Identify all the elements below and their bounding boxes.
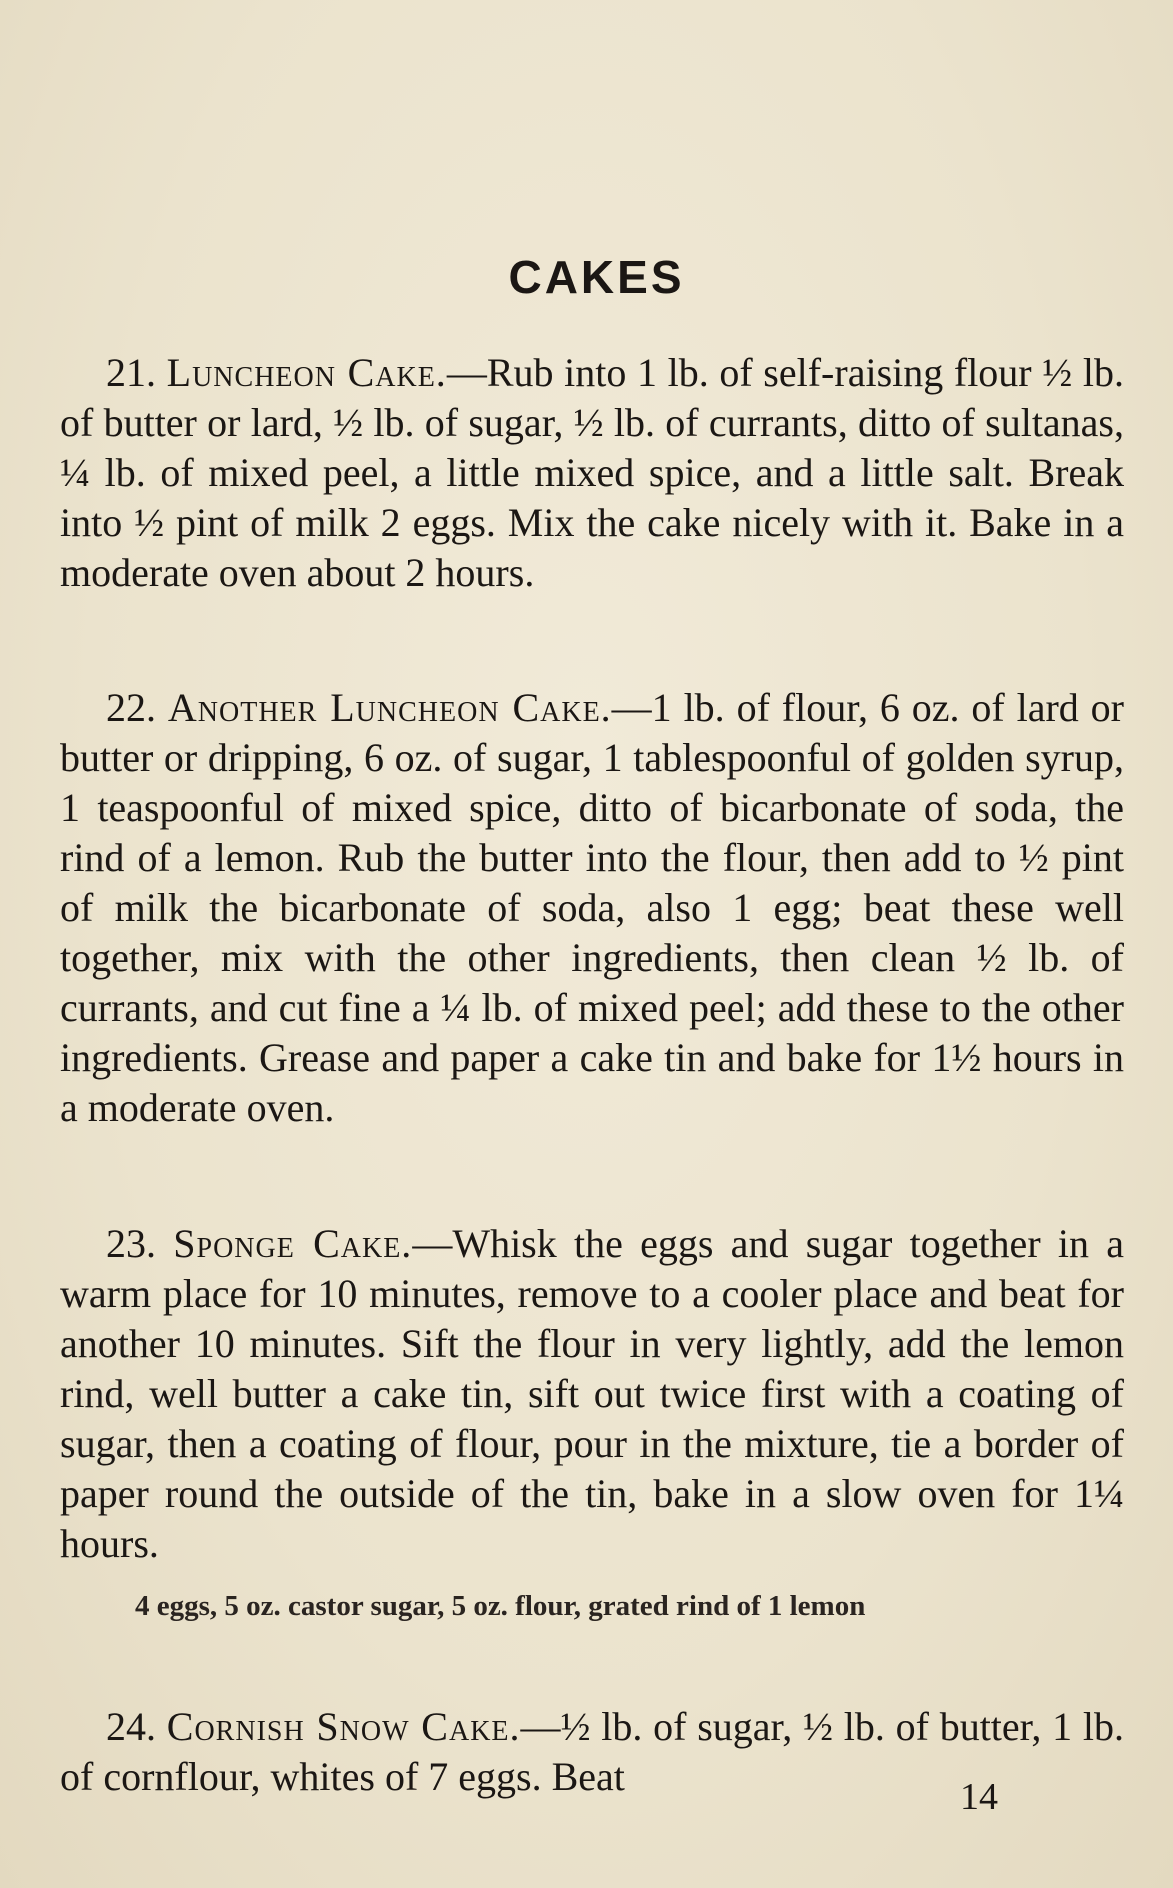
recipe-23-ingredients: 4 eggs, 5 oz. castor sugar, 5 oz. flour, grated rind of 1 lemon — [135, 1590, 866, 1622]
recipe-number: 21. — [106, 350, 156, 395]
recipe-number: 22. — [106, 685, 156, 730]
recipe-name: Cornish Snow Cake. — [166, 1704, 521, 1749]
recipe-body: —1 lb. of flour, 6 oz. of lard or butter or dripping, 6 oz. of sugar, 1 tablespoonful of golden syrup, 1 teaspoonful of mixed spice, ditto of bicarbonate of soda, the rind of a lemon. Rub the butter into the flour, then add to ½ pint of milk the bicarbonate of soda, also 1 egg; beat these well together, mix with the other ingredients, then clean ½ lb. of currants, and cut fine a ¼ lb. of mixed peel; add these to the other ingredients. Grease and paper a cake tin and bake for 1½ hours in a moderate oven. — [60, 685, 1124, 1130]
recipe-body: —Rub into 1 lb. of self-raising flour ½ lb. of butter or lard, ½ lb. of sugar, ½ lb. of currants, ditto of sultanas, ¼ lb. of mixed peel, a little mixed spice, and a little salt. Break into ½ pint of milk 2 eggs. Mix the cake nicely with it. Bake in a moderate oven about 2 hours. — [60, 350, 1124, 595]
page-title: CAKES — [508, 250, 685, 303]
recipe-body: —Whisk the eggs and sugar together in a warm place for 10 minutes, remove to a cooler place and beat for another 10 minutes. Sift the flour in very lightly, add the lemon rind, well butter a cake tin, sift out twice first with a coating of sugar, then a coating of flour, pour in the mixture, tie a border of paper round the outside of the tin, bake in a slow oven for 1¼ hours. — [60, 1221, 1124, 1566]
recipe-23 — [60, 1219, 1124, 1569]
recipe-22 — [60, 683, 1124, 1133]
recipe-number: 23. — [106, 1221, 156, 1266]
recipe-number: 24. — [106, 1704, 156, 1749]
recipe-21 — [60, 348, 1124, 598]
recipe-name: Another Luncheon Cake. — [167, 685, 612, 730]
recipe-name: Luncheon Cake. — [166, 350, 447, 395]
page-number: 14 — [960, 1776, 998, 1818]
recipe-name: Sponge Cake. — [173, 1221, 413, 1266]
recipe-body: —½ lb. of sugar, ½ lb. of butter, 1 lb. of cornflour, whites of 7 eggs. Beat — [60, 1704, 1125, 1799]
